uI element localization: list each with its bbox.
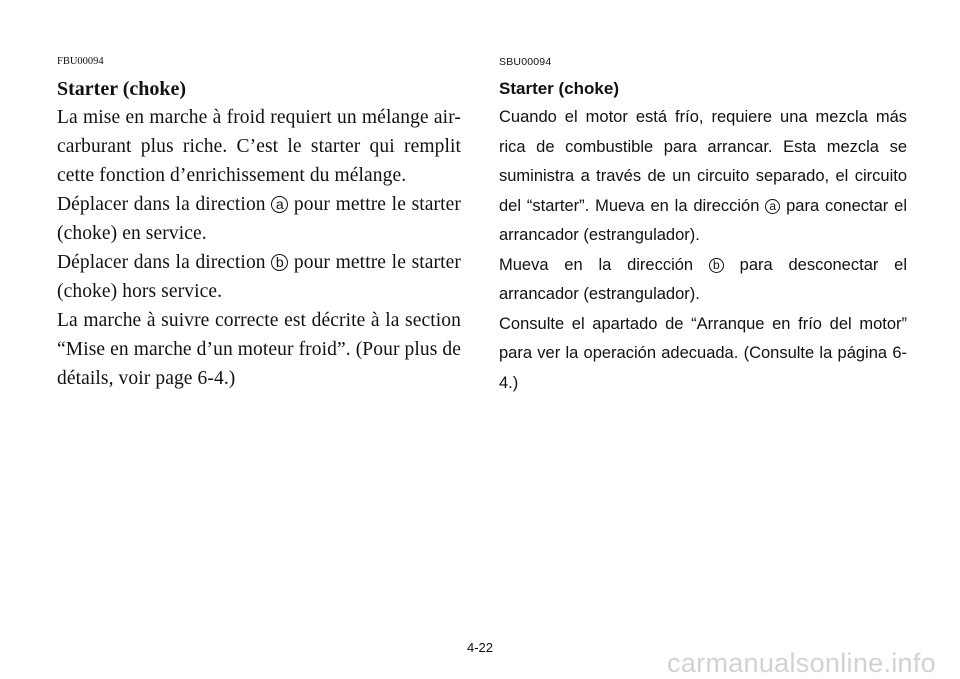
circled-marker-a: a — [271, 196, 288, 213]
section-code: FBU00094 — [57, 56, 104, 67]
paragraph-text: pour mettre le starter (choke) en service. — [57, 194, 461, 244]
paragraph-text: Déplacer dans la direction — [57, 252, 272, 273]
circled-marker-b: b — [709, 258, 724, 273]
french-column — [57, 55, 461, 393]
paragraph-text: para conectar el arrancador (estrangulador). — [499, 196, 907, 244]
watermark: carmanualsonline.info — [667, 648, 936, 678]
paragraph-text: Cuando el motor está frío, requiere una mezcla más rica de combustible para arrancar. Esta mezcla se suministra a través de un circuito separado, el circuito del “starter”. Mueva en la dirección — [499, 108, 907, 215]
paragraph-text: Mueva en la dirección — [499, 255, 709, 274]
paragraph-reference: Consulte el apartado de “Arranque en frío del motor” para ver la operación adecuada. (Consulte la página 6-4.) — [499, 314, 907, 392]
paragraph-direction-b — [57, 248, 461, 306]
section-heading: Starter (choke) — [57, 78, 187, 100]
paragraph-reference: La marche à suivre correcte est décrite à la section “Mise en marche d’un moteur froid”. (Pour plus de détails, voir page 6-4.) — [57, 310, 461, 389]
paragraph-intro: La mise en marche à froid requiert un mélange air-carburant plus riche. C’est le starter qui remplit cette fonction d’enrichissement du mélange. — [57, 107, 461, 186]
circled-marker-b: b — [271, 254, 288, 271]
paragraph-intro — [499, 103, 907, 251]
paragraph-text: para desconectar el arrancador (estrangulador). — [499, 255, 907, 303]
paragraph-text: Déplacer dans la direction — [57, 194, 272, 215]
paragraph-direction-b — [499, 251, 907, 310]
page-number: 4-22 — [466, 640, 494, 655]
section-code: SBU00094 — [499, 56, 552, 68]
paragraph-text: pour mettre le starter (choke) hors service. — [57, 252, 461, 302]
section-heading: Starter (choke) — [499, 79, 619, 98]
paragraph-direction-a — [57, 190, 461, 248]
spanish-column — [499, 55, 907, 398]
circled-marker-a: a — [765, 199, 780, 214]
